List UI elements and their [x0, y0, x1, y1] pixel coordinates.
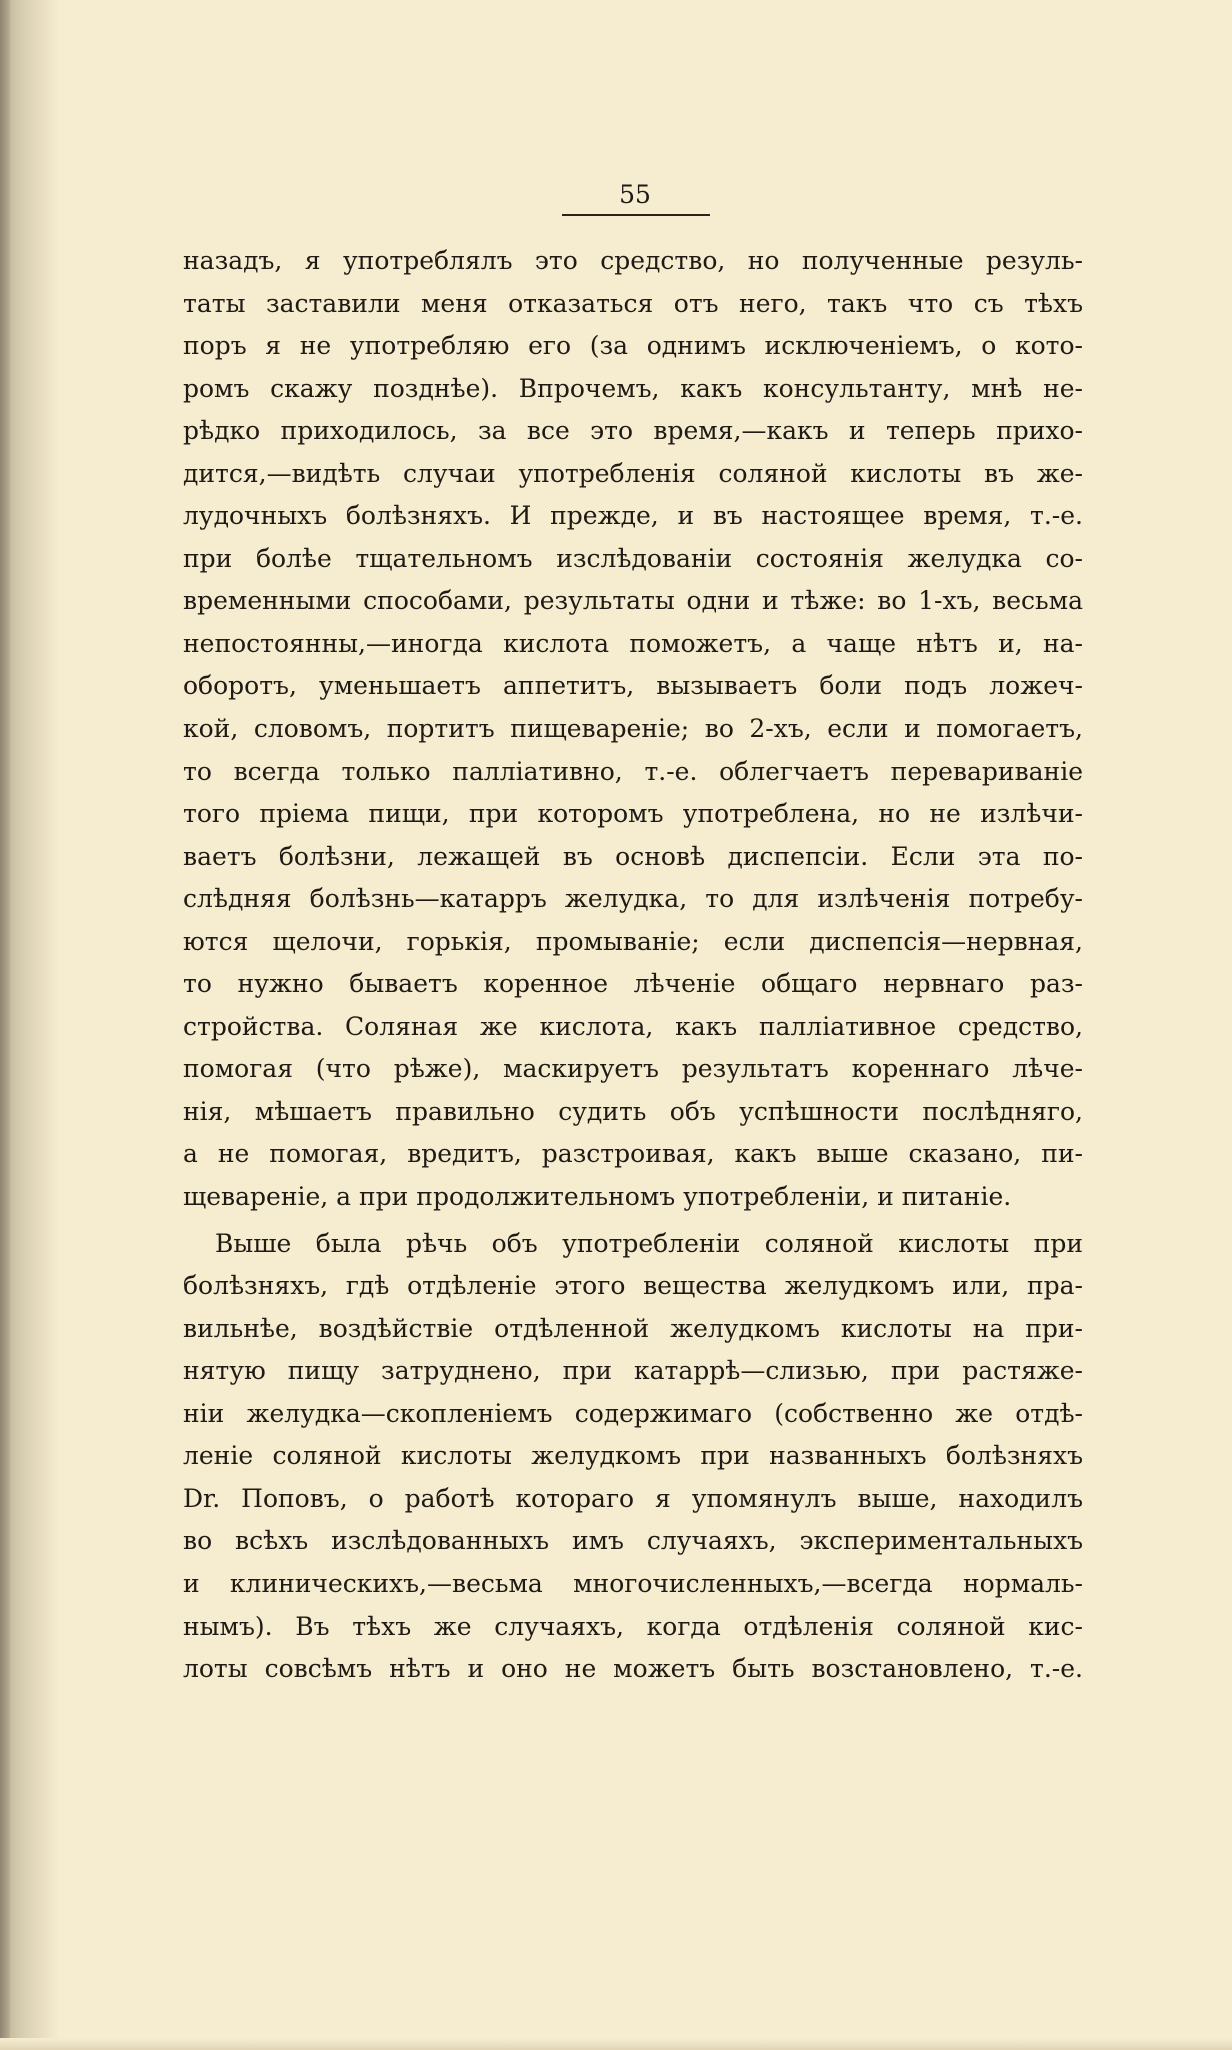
text-line: ваетъ болѣзни, лежащей въ основѣ диспепсіи. Если эта по- [183, 841, 1083, 871]
text-line: кой, словомъ, портитъ пищевареніе; во 2-хъ, если и помогаетъ, [183, 714, 1083, 744]
text-line: таты заставили меня отказаться отъ него, такъ что съ тѣхъ [183, 288, 1083, 318]
text-line: временными способами, результаты одни и тѣже: во 1-хъ, весьма [183, 586, 1083, 616]
text-line: дится,—видѣть случаи употребленія соляной кислоты въ же- [183, 458, 1083, 488]
text-line: рѣдко приходилось, за все это время,—какъ и теперь прихо- [183, 416, 1083, 446]
text-line: а не помогая, вредитъ, разстроивая, какъ выше сказано, пи- [183, 1139, 1083, 1169]
text-line: нымъ). Въ тѣхъ же случаяхъ, когда отдѣленія соляной кис- [183, 1611, 1083, 1641]
text-line: лудочныхъ болѣзняхъ. И прежде, и въ настоящее время, т.-е. [183, 501, 1083, 531]
text-line: непостоянны,—иногда кислота поможетъ, а чаще нѣтъ и, на- [183, 628, 1083, 658]
text-line: леніе соляной кислоты желудкомъ при названныхъ болѣзняхъ [183, 1441, 1083, 1471]
text-line: помогая (что рѣже), маскируетъ результатъ кореннаго лѣче- [183, 1054, 1083, 1084]
page-number: 55 [619, 180, 651, 209]
paragraph-1 [183, 240, 1083, 1219]
text-line: лоты совсѣмъ нѣтъ и оно не можетъ быть возстановлено, т.-е. [183, 1654, 1083, 1684]
text-line: нятую пищу затруднено, при катаррѣ—слизью, при растяже- [183, 1356, 1083, 1386]
text-line: и клиническихъ,—весьма многочисленныхъ,—всегда нормаль- [183, 1568, 1083, 1598]
text-line: назадъ, я употреблялъ это средство, но полученные резуль- [183, 246, 1083, 275]
text-line: ются щелочи, горькія, промываніе; если диспепсія—нервная, [183, 926, 1083, 956]
text-line: того пріема пищи, при которомъ употреблена, но не излѣчи- [183, 799, 1083, 829]
text-line: болѣзняхъ, гдѣ отдѣленіе этого вещества желудкомъ или, пра- [183, 1271, 1083, 1301]
text-line: поръ я не употребляю его (за однимъ исключеніемъ, о кото- [183, 331, 1083, 361]
paragraph-2 [183, 1223, 1083, 1691]
text-line: щевареніе, а при продолжительномъ употребленіи, и питаніе. [183, 1182, 1012, 1212]
header-rule [562, 214, 710, 216]
bottom-edge [0, 2038, 1232, 2050]
text-line: при болѣе тщательномъ изслѣдованіи состоянія желудка со- [183, 543, 1083, 573]
body-text [183, 240, 1083, 1691]
text-line: ніи желудка—скопленіемъ содержимаго (собственно же отдѣ- [183, 1398, 1083, 1428]
text-line: Dr. Поповъ, о работѣ котораго я упомянулъ выше, находилъ [183, 1483, 1083, 1513]
text-line: слѣдняя болѣзнь—катарръ желудка, то для излѣченія потребу- [183, 884, 1083, 914]
text-line: Выше была рѣчь объ употребленіи соляной кислоты при [215, 1228, 1083, 1258]
text-line: то нужно бываетъ коренное лѣченіе общаго нервнаго раз- [183, 969, 1083, 999]
text-line: оборотъ, уменьшаетъ аппетитъ, вызываетъ боли подъ ложеч- [183, 671, 1083, 701]
text-line: то всегда только палліативно, т.-е. облегчаетъ перевариваніе [183, 756, 1083, 786]
text-line: ромъ скажу позднѣе). Впрочемъ, какъ консультанту, мнѣ не- [183, 373, 1083, 403]
text-line: нія, мѣшаетъ правильно судить объ успѣшности послѣдняго, [183, 1096, 1083, 1126]
text-line: стройства. Соляная же кислота, какъ палліативное средство, [183, 1011, 1083, 1041]
text-line: вильнѣе, воздѣйствіе отдѣленной желудкомъ кислоты на при- [183, 1313, 1083, 1343]
binding-edge [0, 0, 10, 2050]
text-line: во всѣхъ изслѣдованныхъ имъ случаяхъ, экспериментальныхъ [183, 1526, 1083, 1556]
